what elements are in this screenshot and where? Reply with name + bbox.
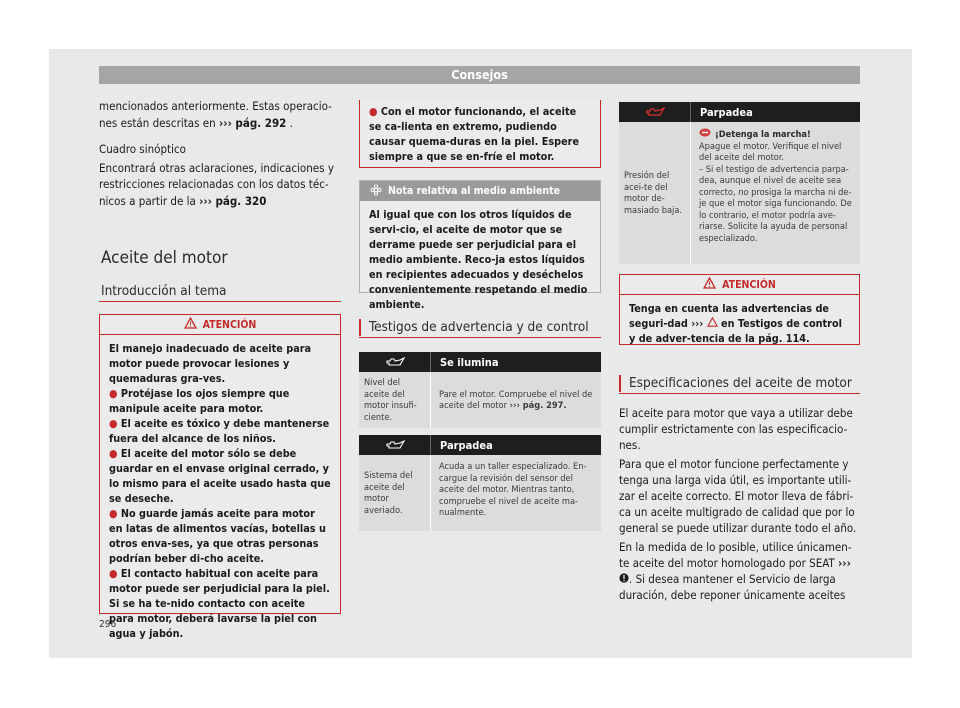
text-line: nicos a partir de la (99, 193, 196, 208)
left-column (99, 98, 341, 209)
warning-bullet: ● Protéjase los ojos siempre que manipule aceite para motor. (109, 387, 290, 415)
warning-header (620, 275, 859, 295)
oil-pressure-table (619, 102, 860, 264)
environment-note-body: Al igual que con los otros líquidos de servi-cio, el aceite de motor que se derrame puede ser perjudicial para el medio ambiente. Reco-ja estos líquidos en recipientes adecuados y deséchelos convenientemente respetando el medio ambiente. (369, 208, 588, 311)
environment-note-box (359, 180, 601, 311)
table-header (359, 435, 601, 455)
text-line: restricciones relacionadas con los datos téc- (99, 177, 329, 191)
intro-paragraph (99, 98, 341, 131)
table-row (359, 455, 601, 531)
table-header-label: Se ilumina (440, 355, 499, 369)
environment-note-header (360, 181, 600, 201)
page-reference-link[interactable]: ››› (838, 555, 851, 570)
section-divider (359, 337, 601, 338)
table-row (619, 122, 860, 264)
warning-light-table-flashing (359, 435, 601, 531)
warning-bullet: ● No guarde jamás aceite para motor en latas de alimentos vacías, botellas u otros enva-ses, ya que otras personas podrían beber di-cho aceite. (109, 507, 326, 565)
page-number: 296 (99, 619, 117, 630)
warning-bullet: ● Con el motor funcionando, el aceite se ca-lienta en extremo, pudiendo causar quema-duras en la piel. Espere siempre a que se en-fríe el motor. (369, 105, 580, 163)
action-text: – Si el testigo de advertencia parpa-dea, aunque el nivel de aceite sea correcto, no prosiga la marcha ni de-je que el motor siga funcionando. De lo contrario, el motor podría ave-riarse. Solicite la ayuda de personal especializado. (699, 163, 852, 244)
sinoptico-title: Cuadro sinóptico (99, 142, 186, 156)
text-line: Encontrará otras aclaraciones, indicaciones y (99, 160, 334, 175)
warning-triangle-icon (707, 317, 718, 330)
warning-body: Tenga en cuenta las advertencias de seguri-dad ››› en Testigos de control y de adver-tencia de la pág. 114. (629, 302, 842, 345)
subsection-title: Introducción al tema (101, 283, 227, 299)
table-cell-action (691, 122, 860, 264)
testigos-title: Testigos de advertencia y de control (359, 319, 601, 336)
table-header (619, 102, 860, 122)
action-text: Apague el motor. Verifique el nivel del aceite del motor. (699, 140, 842, 163)
oil-can-red-icon (619, 102, 691, 122)
spec-paragraph: El aceite para motor que vaya a utilizar debe cumplir estrictamente con las especificacio-nes. (619, 406, 853, 453)
warning-bullet: ● El contacto habitual con aceite para motor puede ser perjudicial para la piel. Si se ha te-nido contacto con aceite para motor, deberá lavarse la piel con agua y jabón. (109, 567, 330, 640)
page-reference-link[interactable]: ››› pág. 320 (199, 193, 267, 208)
warning-light-table-lit (359, 352, 601, 428)
warning-box-continued (359, 100, 601, 168)
text-line: mencionados anteriormente. Estas operacio- (99, 99, 332, 113)
table-header-label: Parpadea (700, 105, 753, 119)
warning-bullet: ● El aceite es tóxico y debe mantenerse fuera del alcance de los niños. (109, 417, 330, 445)
page-reference-link[interactable]: ››› (691, 317, 704, 330)
table-header-label: Parpadea (440, 438, 493, 452)
table-row (359, 372, 601, 428)
section-divider (99, 301, 341, 302)
warning-triangle-icon (184, 317, 197, 332)
warning-bullet: ● El aceite del motor sólo se debe guardar en el envase original cerrado, y lo mismo para el aceite usado hasta que se deseche. (109, 447, 331, 505)
oil-can-icon (359, 352, 431, 372)
spec-paragraph: En la medida de lo posible, utilice únicamen-te aceite del motor homologado por SEAT ››› . Si desea mantener el Servicio de larga duración, debe reponer únicamente aceites (619, 539, 852, 603)
environment-note-title: Nota relativa al medio ambiente (388, 185, 561, 197)
spec-column (619, 405, 860, 603)
warning-box-2 (619, 274, 860, 345)
table-header (359, 352, 601, 372)
spec-title: Especificaciones del aceite de motor (619, 375, 860, 392)
oil-can-icon (359, 435, 431, 455)
stop-title: ¡Detenga la marcha! (715, 128, 811, 140)
environment-flower-icon (370, 184, 382, 199)
table-cell-action: Pare el motor. Compruebe el nivel de aceite del motor ››› pág. 297. (439, 388, 593, 411)
warning-body (100, 335, 340, 647)
section-divider (619, 393, 860, 394)
table-cell-cause: Nivel del aceite del motor insufi-ciente. (359, 372, 431, 428)
text-line: . (289, 115, 293, 130)
stop-icon (699, 128, 711, 141)
table-cell-cause: Presión del acei-te del motor de-masiado baja. (619, 122, 691, 264)
section-title: Aceite del motor (101, 248, 228, 268)
table-cell-action: Acuda a un taller especializado. En-cargue la revisión del sensor del aceite del motor. Mientras tanto, compruebe el nivel de aceite ma-nualmente. (439, 461, 587, 518)
warning-triangle-icon (703, 277, 716, 292)
text-line: nes están descritas en (99, 115, 216, 130)
warning-title: ATENCIÓN (722, 278, 776, 291)
info-circle-icon (619, 572, 629, 586)
page-header: Consejos (99, 66, 860, 84)
sinoptico-paragraph (99, 160, 341, 210)
table-cell-cause: Sistema del aceite del motor averiado. (359, 455, 431, 531)
page-reference-link[interactable]: ››› pág. 292 (219, 115, 287, 130)
warning-header (100, 315, 340, 335)
warning-continued-body (360, 100, 600, 170)
spec-paragraph: Para que el motor funcione perfectamente y tenga una larga vida útil, es importante utili-zar el aceite correcto. El motor lleva de fábri-ca un aceite multigrado de calidad que por lo general se puede utilizar durante todo el año. (619, 456, 857, 536)
page-reference-link[interactable]: ››› pág. 297. (509, 400, 567, 411)
warning-intro: El manejo inadecuado de aceite para motor puede provocar lesiones y quemaduras gra-ves. (109, 342, 312, 385)
warning-title: ATENCIÓN (202, 318, 257, 331)
